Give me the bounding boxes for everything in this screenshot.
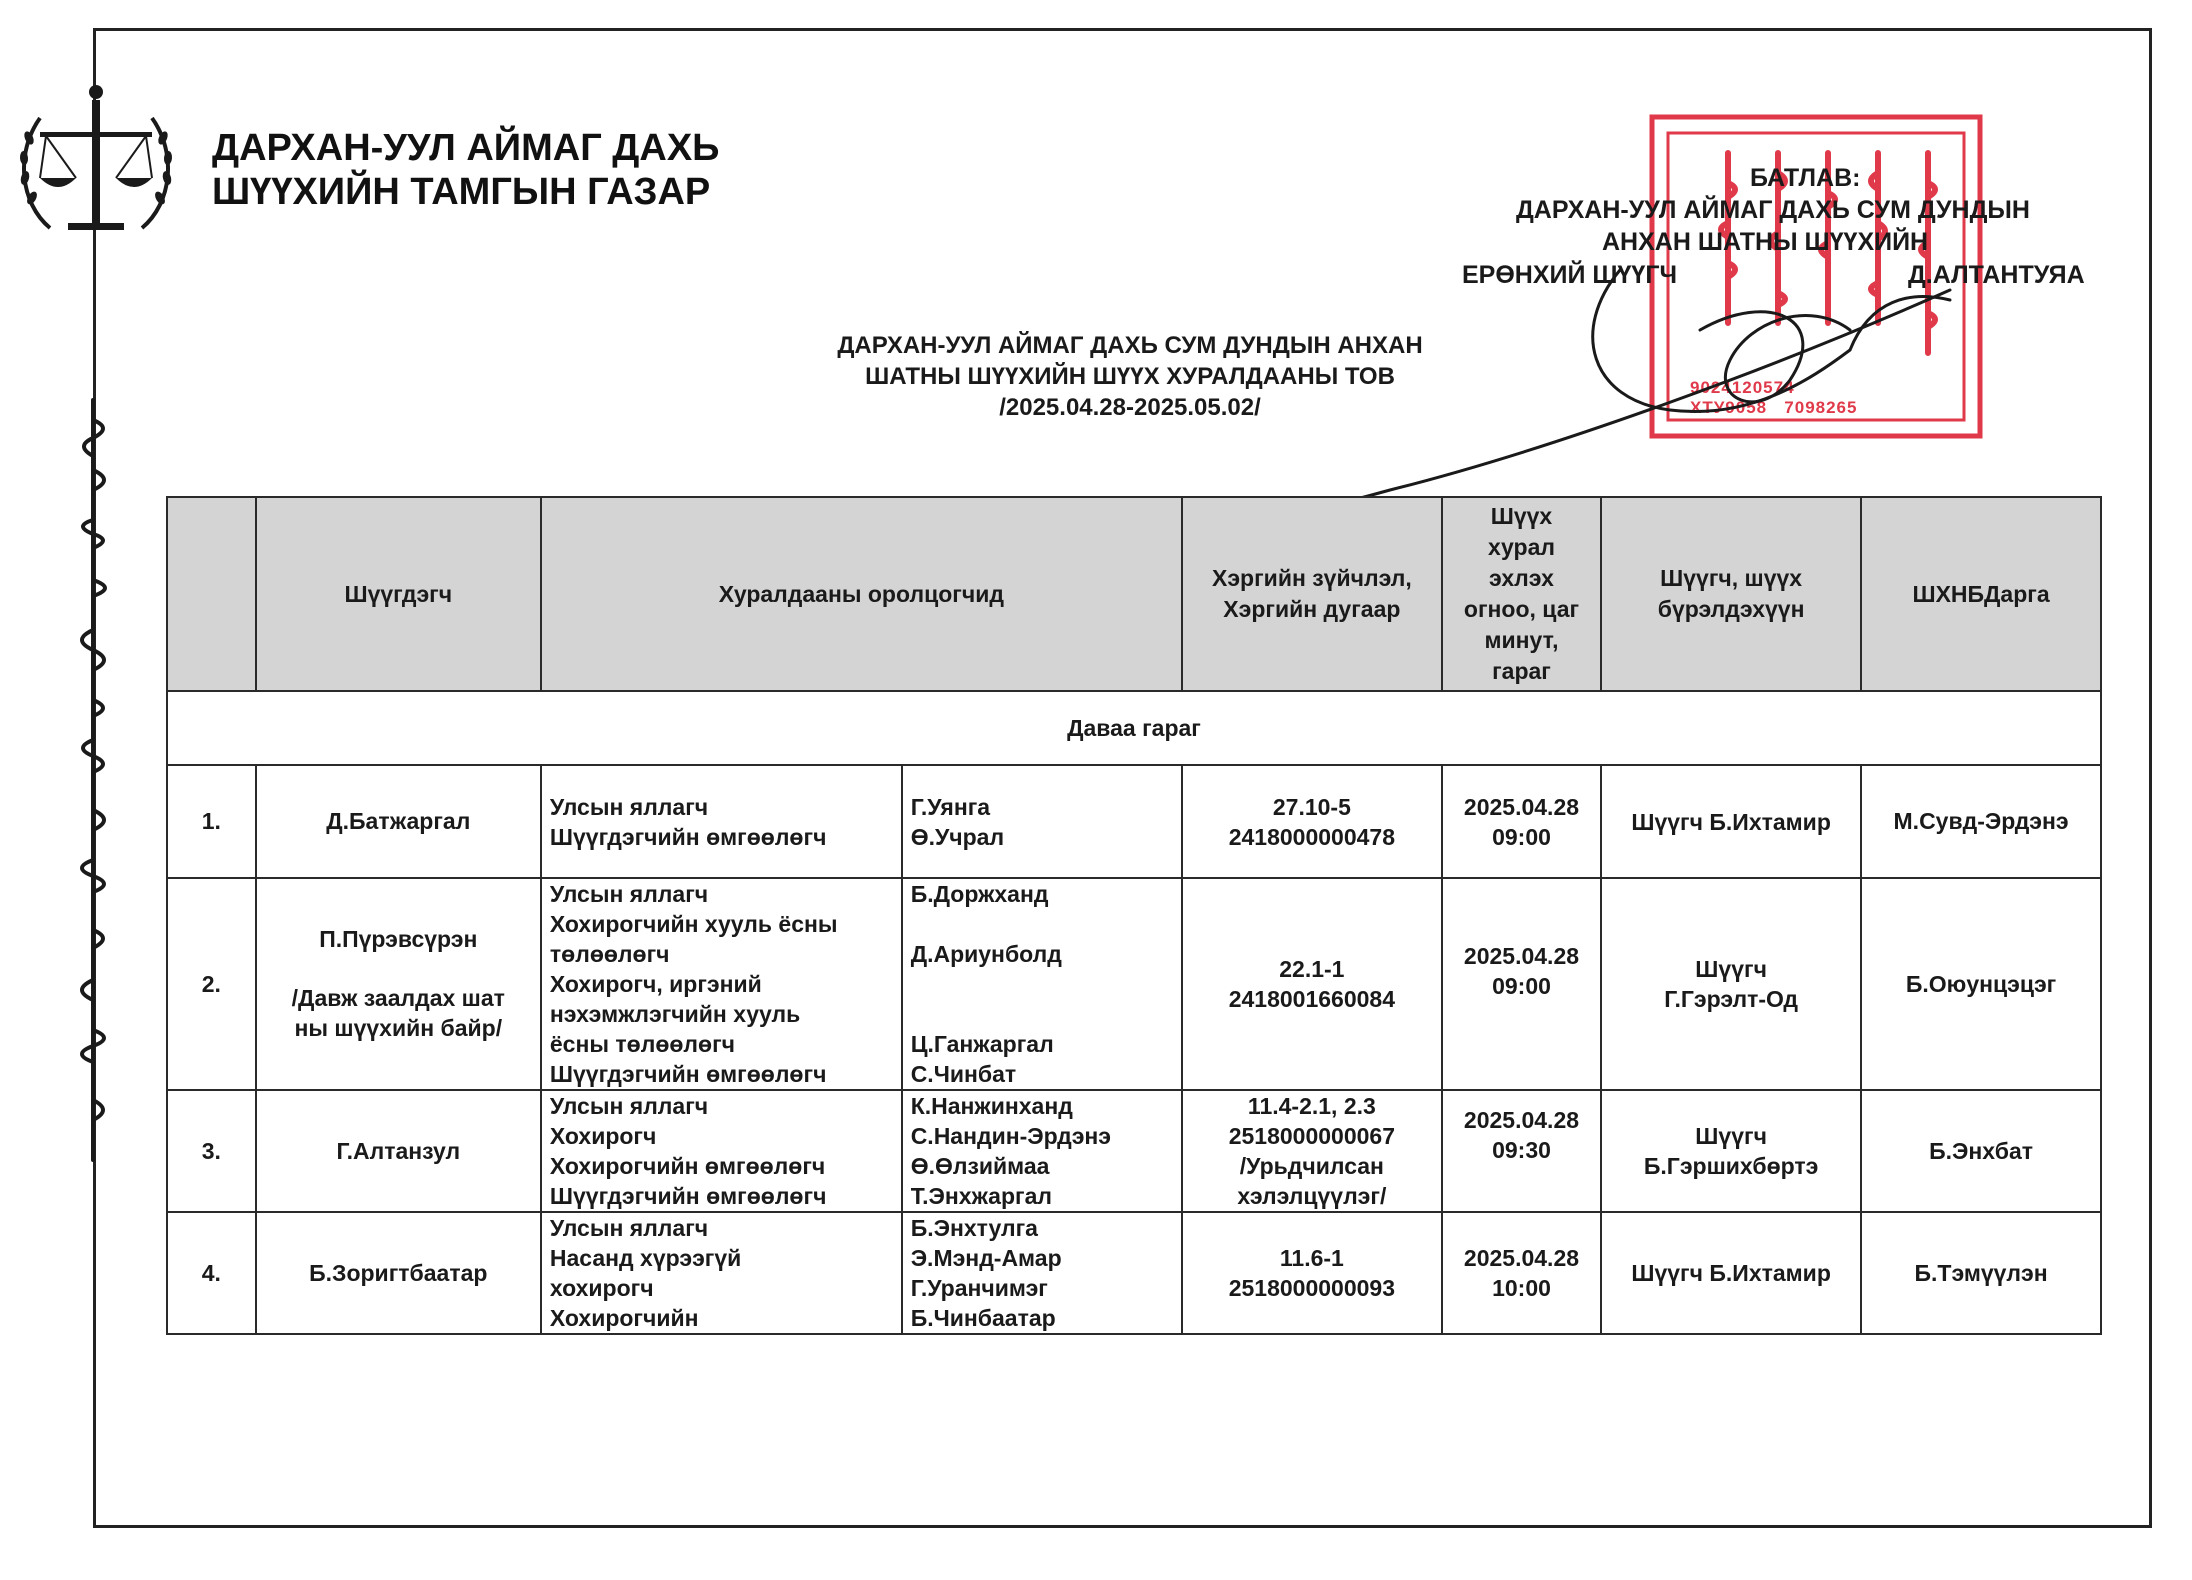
organization-title bbox=[212, 126, 719, 214]
document-title-line3: /2025.04.28-2025.05.02/ bbox=[999, 394, 1261, 421]
approval-court-line1: ДАРХАН-УУЛ АЙМАГ ДАХЬ СУМ ДУНДЫН bbox=[1516, 196, 2030, 224]
header-number bbox=[167, 497, 256, 691]
row-case: 11.4-2.1, 2.3 2518000000067 /Урьдчилсан хэлэлцүүлэг/ bbox=[1182, 1090, 1442, 1212]
row-defendant: Г.Алтанзул bbox=[256, 1090, 541, 1212]
row-names: Г.Уянга Ө.Учрал bbox=[902, 765, 1182, 878]
document-title-line1: ДАРХАН-УУЛ АЙМАГ ДАХЬ СУМ ДУНДЫН АНХАН bbox=[837, 332, 1423, 359]
approval-court-line2: АНХАН ШАТНЫ ШҮҮХИЙН bbox=[1602, 228, 1929, 256]
row-case: 22.1-1 2418001660084 bbox=[1182, 878, 1442, 1090]
row-judge: Шүүгч Б.Ихтамир bbox=[1601, 765, 1861, 878]
row-number: 1. bbox=[167, 765, 256, 878]
row-judge: Шүүгч Б.Гэршихбөртэ bbox=[1601, 1090, 1861, 1212]
table-row bbox=[167, 1212, 2101, 1334]
header-date: Шүүх хурал эхлэх огноо, цаг минут, гараг bbox=[1442, 497, 1601, 691]
header-judge: Шүүгч, шүүх бүрэлдэхүүн bbox=[1601, 497, 1861, 691]
document-title bbox=[780, 330, 1480, 423]
row-date: 2025.04.28 09:00 bbox=[1442, 765, 1601, 878]
row-secretary: М.Сувд-Эрдэнэ bbox=[1861, 765, 2101, 878]
row-names: К.Нанжинханд С.Нандин-Эрдэнэ Ө.Өлзиймаа Т.Энхжаргал bbox=[902, 1090, 1182, 1212]
row-judge: Шүүгч Б.Ихтамир bbox=[1601, 1212, 1861, 1334]
table-row bbox=[167, 765, 2101, 878]
stamp-number-2: ХТУ9058 7098265 bbox=[1690, 398, 1858, 417]
row-secretary: Б.Тэмүүлэн bbox=[1861, 1212, 2101, 1334]
organization-title-line1: ДАРХАН-УУЛ АЙМАГ ДАХЬ bbox=[212, 127, 720, 169]
row-names: Б.Энхтулга Э.Мэнд-Амар Г.Уранчимэг Б.Чинбаатар bbox=[902, 1212, 1182, 1334]
row-defendant: Д.Батжаргал bbox=[256, 765, 541, 878]
approval-name: Д.АЛТАНТУЯА bbox=[1908, 261, 2085, 289]
row-roles: Улсын яллагч Насанд хүрээгүй хохирогч Хохирогчийн bbox=[541, 1212, 902, 1334]
mongolian-script-vertical-icon bbox=[58, 390, 128, 1170]
row-date: 2025.04.28 09:30 bbox=[1442, 1090, 1601, 1212]
header-secretary: ШХНБДарга bbox=[1861, 497, 2101, 691]
row-secretary: Б.Оюунцэцэг bbox=[1861, 878, 2101, 1090]
row-roles: Улсын яллагч Хохирогч Хохирогчийн өмгөөлөгч Шүүгдэгчийн өмгөөлөгч bbox=[541, 1090, 902, 1212]
approval-label: БАТЛАВ: bbox=[1750, 164, 1861, 192]
header-defendant: Шүүгдэгч bbox=[256, 497, 541, 691]
row-roles: Улсын яллагч Хохирогчийн хууль ёсны төлөөлөгч Хохирогч, иргэний нэхэмжлэгчийн хууль ёсны төлөөлөгч Шүүгдэгчийн өмгөөлөгч bbox=[541, 878, 902, 1090]
row-number: 4. bbox=[167, 1212, 256, 1334]
approval-position: ЕРӨНХИЙ ШҮҮГЧ bbox=[1462, 261, 1678, 289]
hearing-schedule-table bbox=[166, 496, 2102, 1335]
table-header-row bbox=[167, 497, 2101, 691]
document-title-line2: ШАТНЫ ШҮҮХИЙН ШҮҮХ ХУРАЛДААНЫ ТОВ bbox=[865, 363, 1395, 390]
day-label: Даваа гараг bbox=[167, 691, 2101, 765]
row-number: 3. bbox=[167, 1090, 256, 1212]
table-row bbox=[167, 878, 2101, 1090]
row-secretary: Б.Энхбат bbox=[1861, 1090, 2101, 1212]
row-names: Б.Доржханд Д.Ариунболд Ц.Ганжаргал С.Чинбат bbox=[902, 878, 1182, 1090]
row-date: 2025.04.28 09:00 bbox=[1442, 878, 1601, 1090]
day-row bbox=[167, 691, 2101, 765]
row-judge: Шүүгч Г.Гэрэлт-Од bbox=[1601, 878, 1861, 1090]
header-participants: Хуралдааны оролцогчид bbox=[541, 497, 1182, 691]
header-case: Хэргийн зүйчлэл, Хэргийн дугаар bbox=[1182, 497, 1442, 691]
row-number: 2. bbox=[167, 878, 256, 1090]
row-defendant: П.Пүрэвсүрэн /Давж заалдах шат ны шүүхийн байр/ bbox=[256, 878, 541, 1090]
row-defendant: Б.Зоригтбаатар bbox=[256, 1212, 541, 1334]
row-case: 27.10-5 2418000000478 bbox=[1182, 765, 1442, 878]
row-case: 11.6-1 2518000000093 bbox=[1182, 1212, 1442, 1334]
stamp-number-1: 9024120574 bbox=[1690, 378, 1795, 397]
court-scales-emblem-icon bbox=[10, 78, 182, 250]
organization-title-line2: ШҮҮХИЙН ТАМГЫН ГАЗАР bbox=[212, 171, 711, 213]
row-date: 2025.04.28 10:00 bbox=[1442, 1212, 1601, 1334]
row-roles: Улсын яллагч Шүүгдэгчийн өмгөөлөгч bbox=[541, 765, 902, 878]
table-row bbox=[167, 1090, 2101, 1212]
